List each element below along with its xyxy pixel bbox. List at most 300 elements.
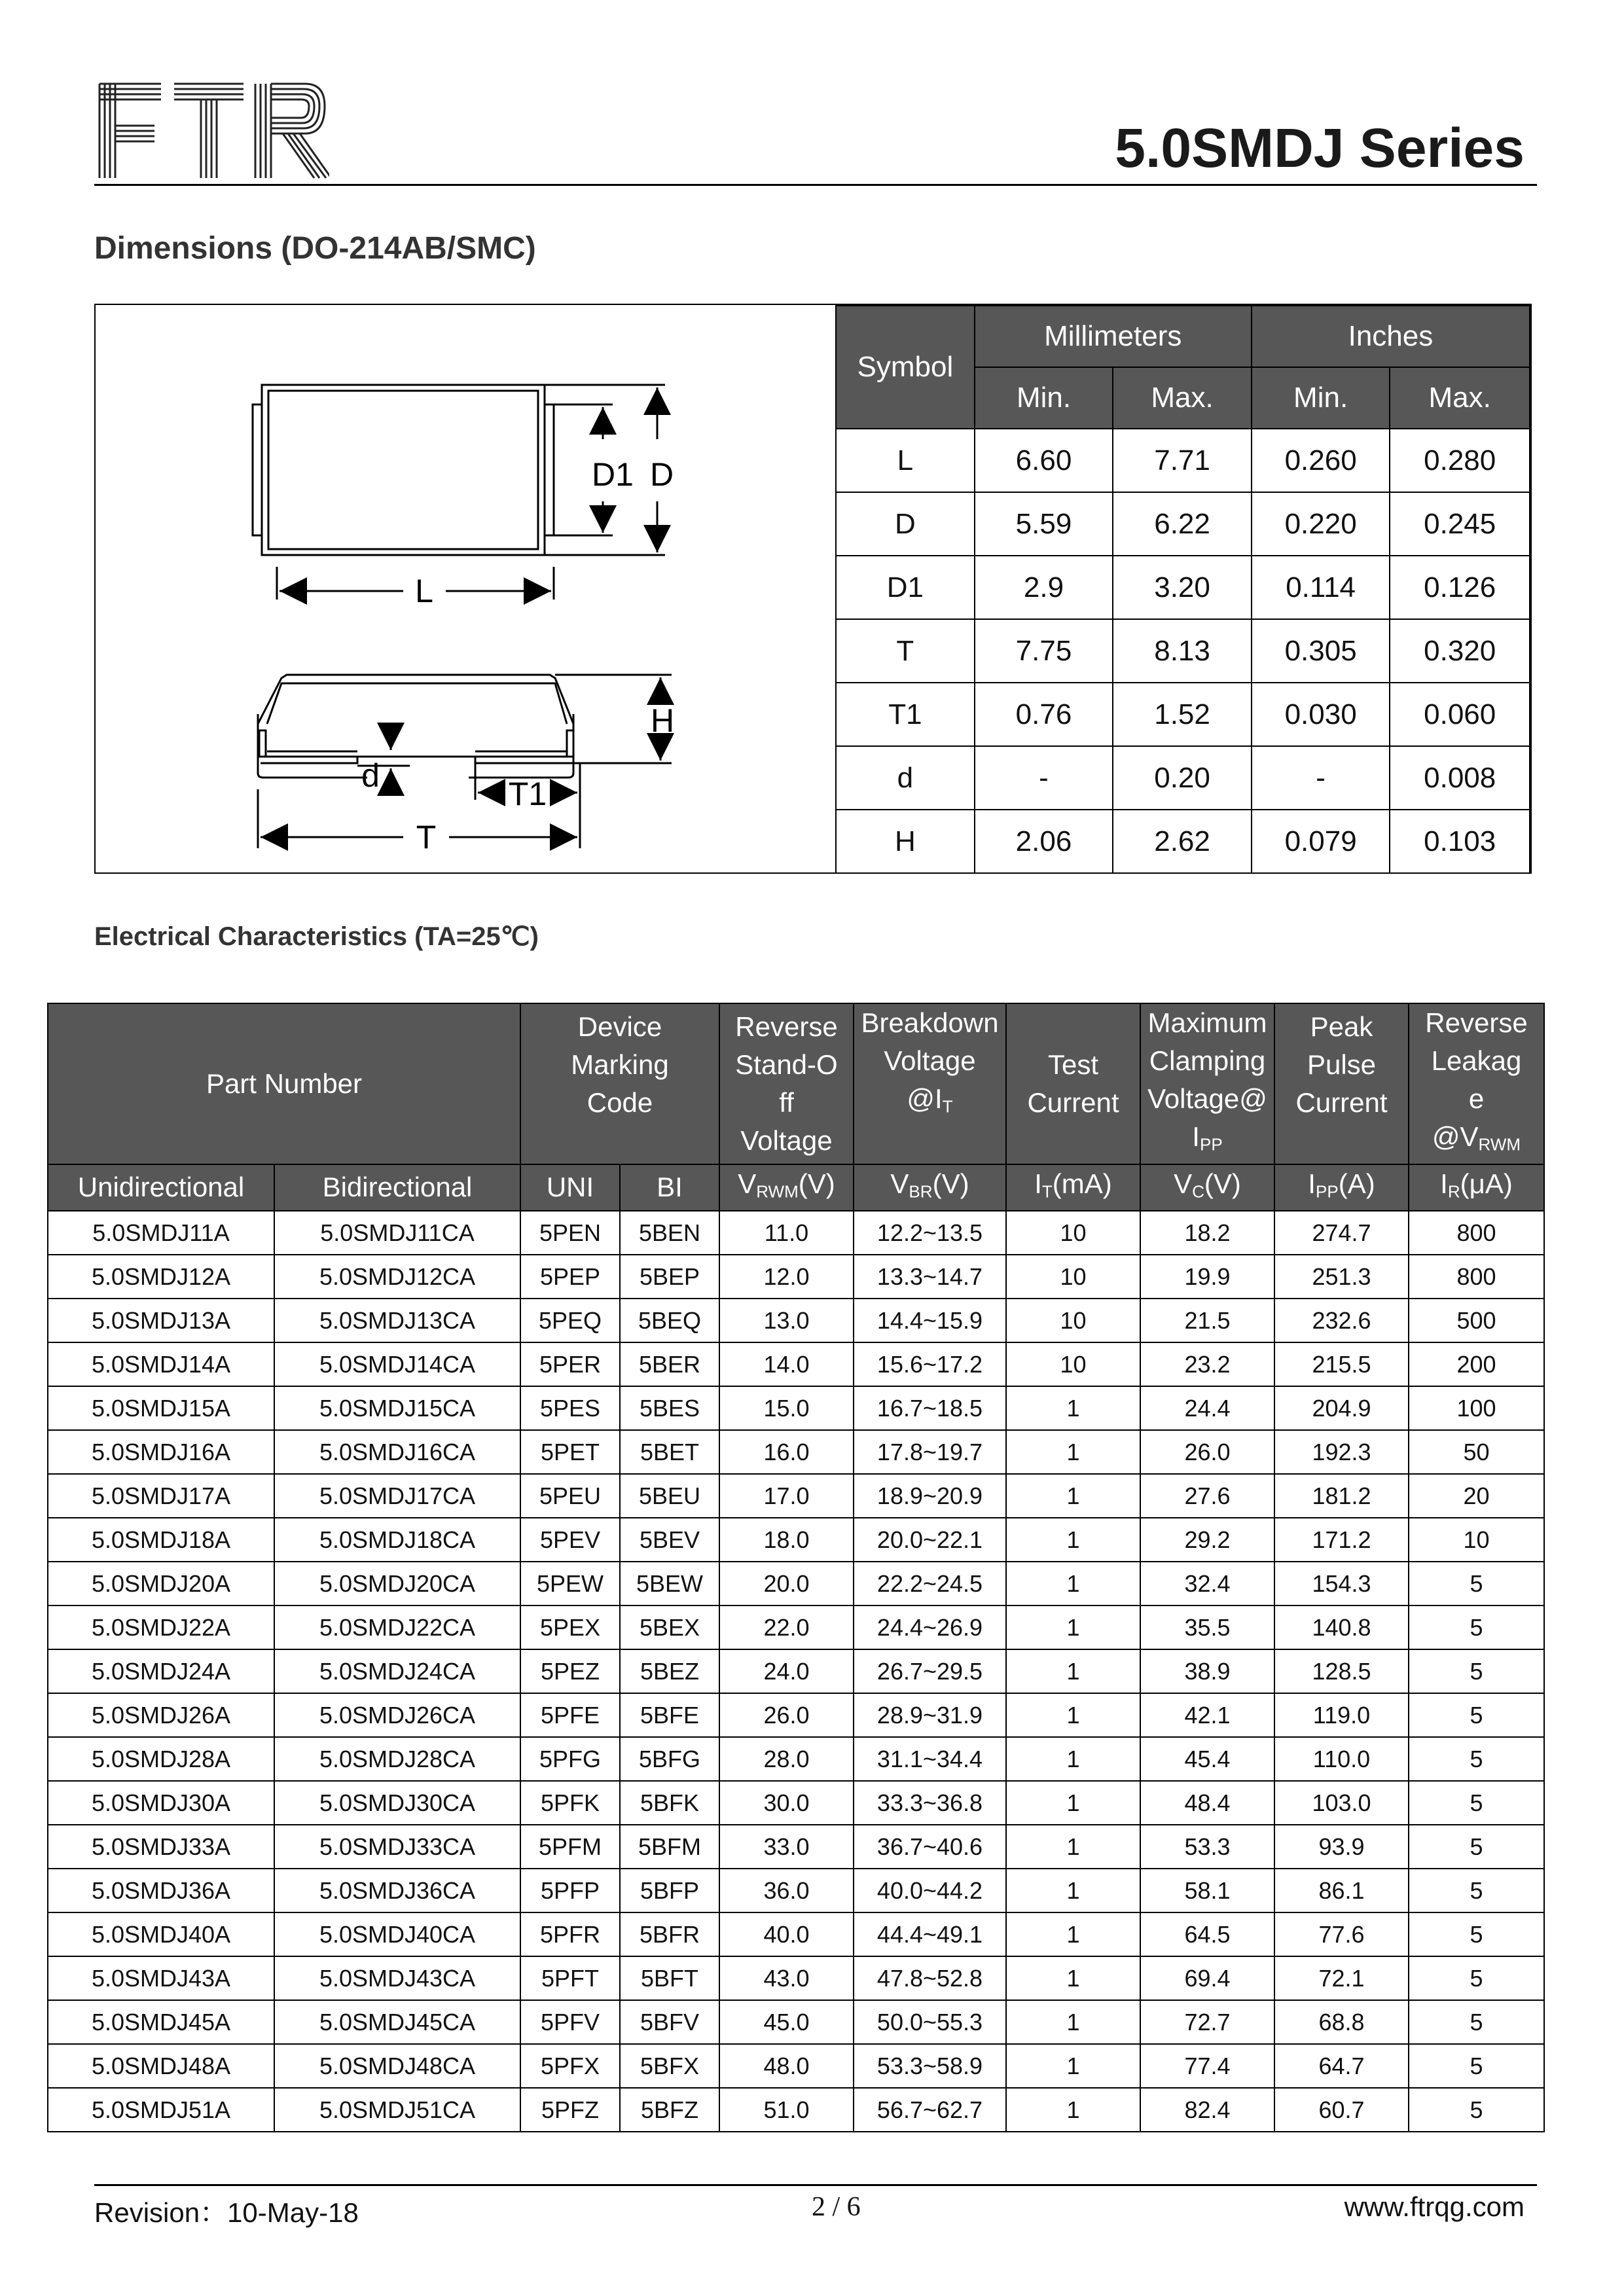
table-cell: 5BFX xyxy=(620,2044,719,2088)
table-cell: 31.1~34.4 xyxy=(854,1737,1006,1781)
table-cell: 5.0SMDJ22CA xyxy=(274,1605,520,1649)
table-cell: 51.0 xyxy=(719,2088,854,2132)
table-cell: 1 xyxy=(1006,1781,1140,1825)
table-cell: 5.0SMDJ18A xyxy=(48,1518,274,1562)
table-cell: 5.0SMDJ40CA xyxy=(274,1912,520,1956)
table-cell: 14.0 xyxy=(719,1342,854,1386)
table-cell: 5PEN xyxy=(520,1211,620,1255)
header-mm-min: Min. xyxy=(975,367,1113,429)
table-cell: 5 xyxy=(1409,1737,1544,1781)
table-cell: 12.0 xyxy=(719,1255,854,1299)
header-vrwm: $V_{RWM}(V)$ xyxy=(719,1164,854,1211)
table-row xyxy=(48,1255,1544,1299)
table-cell: 500 xyxy=(1409,1299,1544,1342)
table-cell: 5PEP xyxy=(520,1255,620,1299)
table-cell: 5PEW xyxy=(520,1562,620,1605)
table-cell: 5BFP xyxy=(620,1869,719,1912)
table-cell: 1 xyxy=(1006,2044,1140,2088)
logo-text: FTR xyxy=(97,80,98,81)
table-cell: 56.7~62.7 xyxy=(854,2088,1006,2132)
dimensions-panel xyxy=(94,304,1532,874)
table-cell: 5BFR xyxy=(620,1912,719,1956)
dimension-cell: 6.60 xyxy=(975,429,1113,492)
table-cell: 5 xyxy=(1409,2044,1544,2088)
table-cell: 1 xyxy=(1006,1737,1140,1781)
header-in-min: Min. xyxy=(1252,367,1390,429)
dimensions-table xyxy=(835,305,1530,874)
table-cell: 27.6 xyxy=(1140,1474,1274,1518)
table-row xyxy=(48,1649,1544,1693)
table-cell: 5BFV xyxy=(620,2000,719,2044)
table-cell: 5 xyxy=(1409,2088,1544,2132)
table-row xyxy=(48,1299,1544,1342)
table-cell: 5.0SMDJ13CA xyxy=(274,1299,520,1342)
breakdown-sub: T xyxy=(942,1096,953,1117)
table-cell: 16.7~18.5 xyxy=(854,1386,1006,1430)
table-cell: 5PFK xyxy=(520,1781,620,1825)
table-cell: 5BFT xyxy=(620,1956,719,2000)
device-marking-line-1: Device xyxy=(577,1011,662,1042)
table-cell: 40.0~44.2 xyxy=(854,1869,1006,1912)
table-cell: 5.0SMDJ17A xyxy=(48,1474,274,1518)
table-cell: 5.0SMDJ20A xyxy=(48,1562,274,1605)
table-cell: 30.0 xyxy=(719,1781,854,1825)
header-millimeters: Millimeters xyxy=(975,306,1252,367)
table-cell: 1 xyxy=(1006,2000,1140,2044)
clamping-line-2: Clamping xyxy=(1149,1045,1266,1076)
table-cell: 128.5 xyxy=(1274,1649,1409,1693)
table-row xyxy=(48,1605,1544,1649)
standoff-line-1: Reverse xyxy=(735,1011,838,1042)
table-cell: 1 xyxy=(1006,1518,1140,1562)
table-cell: 14.4~15.9 xyxy=(854,1299,1006,1342)
table-row xyxy=(48,1737,1544,1781)
table-cell: 154.3 xyxy=(1274,1562,1409,1605)
table-cell: 35.5 xyxy=(1140,1605,1274,1649)
dimension-cell: 0.060 xyxy=(1390,683,1530,746)
table-cell: 5.0SMDJ28A xyxy=(48,1737,274,1781)
header-in-max: Max. xyxy=(1390,367,1530,429)
table-cell: 5.0SMDJ14CA xyxy=(274,1342,520,1386)
table-cell: 110.0 xyxy=(1274,1737,1409,1781)
table-cell: 5.0SMDJ12A xyxy=(48,1255,274,1299)
table-cell: 5BEQ xyxy=(620,1299,719,1342)
website-link[interactable]: www.ftrqg.com xyxy=(1344,2191,1525,2222)
table-cell: 53.3 xyxy=(1140,1825,1274,1869)
table-row xyxy=(48,2088,1544,2132)
table-cell: 5.0SMDJ15CA xyxy=(274,1386,520,1430)
table-cell: 192.3 xyxy=(1274,1430,1409,1474)
table-row xyxy=(48,1518,1544,1562)
table-cell: 5BET xyxy=(620,1430,719,1474)
table-cell: 5PFX xyxy=(520,2044,620,2088)
dimension-cell: D1 xyxy=(836,556,975,619)
table-cell: 5.0SMDJ43A xyxy=(48,1956,274,2000)
device-marking-line-3: Code xyxy=(586,1086,653,1118)
label-l: L xyxy=(415,573,433,609)
dimension-cell: 5.59 xyxy=(975,492,1113,556)
table-cell: 5PFZ xyxy=(520,2088,620,2132)
standoff-line-3: ff xyxy=(779,1086,794,1118)
table-cell: 140.8 xyxy=(1274,1605,1409,1649)
header-breakdown-voltage xyxy=(854,1003,1006,1164)
table-cell: 22.0 xyxy=(719,1605,854,1649)
clamping-line-3: Voltage@ xyxy=(1147,1083,1267,1114)
dimension-cell: 0.079 xyxy=(1252,810,1390,873)
table-cell: 45.4 xyxy=(1140,1737,1274,1781)
table-cell: 17.8~19.7 xyxy=(854,1430,1006,1474)
dimension-cell: T1 xyxy=(836,683,975,746)
table-cell: 5.0SMDJ30A xyxy=(48,1781,274,1825)
table-cell: 200 xyxy=(1409,1342,1544,1386)
header-bi: BI xyxy=(620,1164,719,1211)
header-max-clamping xyxy=(1140,1003,1274,1164)
table-row xyxy=(48,1781,1544,1825)
table-cell: 86.1 xyxy=(1274,1869,1409,1912)
leakage-line-1: Reverse xyxy=(1425,1007,1528,1038)
series-title: 5.0SMDJ Series xyxy=(1115,117,1525,179)
dimension-cell: 0.114 xyxy=(1252,556,1390,619)
table-cell: 5PET xyxy=(520,1430,620,1474)
table-cell: 1 xyxy=(1006,2088,1140,2132)
dimension-cell: 7.71 xyxy=(1113,429,1252,492)
table-cell: 5.0SMDJ51A xyxy=(48,2088,274,2132)
table-cell: 5PEX xyxy=(520,1605,620,1649)
table-cell: 26.0 xyxy=(1140,1430,1274,1474)
dimension-cell: 6.22 xyxy=(1113,492,1252,556)
table-cell: 15.0 xyxy=(719,1386,854,1430)
table-cell: 20.0~22.1 xyxy=(854,1518,1006,1562)
table-row xyxy=(48,1474,1544,1518)
table-cell: 20 xyxy=(1409,1474,1544,1518)
dimension-cell: 2.06 xyxy=(975,810,1113,873)
table-cell: 1 xyxy=(1006,1956,1140,2000)
dimension-cell: 0.008 xyxy=(1390,746,1530,810)
table-cell: 72.7 xyxy=(1140,2000,1274,2044)
table-row xyxy=(48,2044,1544,2088)
dimension-row xyxy=(836,492,1530,556)
dimension-cell: H xyxy=(836,810,975,873)
header-inches: Inches xyxy=(1252,306,1530,367)
table-cell: 64.7 xyxy=(1274,2044,1409,2088)
leakage-sub: RWM xyxy=(1478,1134,1521,1155)
table-cell: 5 xyxy=(1409,1605,1544,1649)
dimension-row xyxy=(836,746,1530,810)
dimension-cell: 0.76 xyxy=(975,683,1113,746)
electrical-heading: Electrical Characteristics (TA=25℃) xyxy=(94,922,539,951)
table-cell: 5.0SMDJ45CA xyxy=(274,2000,520,2044)
table-cell: 10 xyxy=(1409,1518,1544,1562)
dimension-cell: 0.20 xyxy=(1113,746,1252,810)
table-cell: 50 xyxy=(1409,1430,1544,1474)
table-cell: 36.7~40.6 xyxy=(854,1825,1006,1869)
table-cell: 5.0SMDJ33CA xyxy=(274,1825,520,1869)
table-cell: 50.0~55.3 xyxy=(854,2000,1006,2044)
table-cell: 5PEQ xyxy=(520,1299,620,1342)
header-divider xyxy=(94,184,1537,186)
table-cell: 5 xyxy=(1409,2000,1544,2044)
table-cell: 1 xyxy=(1006,1825,1140,1869)
dimension-row xyxy=(836,810,1530,873)
table-cell: 5.0SMDJ36CA xyxy=(274,1869,520,1912)
table-cell: 32.4 xyxy=(1140,1562,1274,1605)
table-cell: 5BFG xyxy=(620,1737,719,1781)
table-cell: 17.0 xyxy=(719,1474,854,1518)
table-cell: 181.2 xyxy=(1274,1474,1409,1518)
table-cell: 5BEN xyxy=(620,1211,719,1255)
dimension-cell: d xyxy=(836,746,975,810)
table-cell: 82.4 xyxy=(1140,2088,1274,2132)
table-cell: 48.0 xyxy=(719,2044,854,2088)
dimensions-heading: Dimensions (DO-214AB/SMC) xyxy=(94,231,536,266)
table-cell: 5.0SMDJ11CA xyxy=(274,1211,520,1255)
breakdown-line-3: @I xyxy=(907,1083,943,1114)
table-cell: 5 xyxy=(1409,1825,1544,1869)
clamping-line-1: Maximum xyxy=(1147,1007,1267,1038)
dimension-row xyxy=(836,619,1530,683)
device-marking-line-2: Marking xyxy=(571,1049,669,1080)
table-cell: 5.0SMDJ22A xyxy=(48,1605,274,1649)
table-cell: 5.0SMDJ16CA xyxy=(274,1430,520,1474)
table-cell: 48.4 xyxy=(1140,1781,1274,1825)
dimensions-table-body xyxy=(836,429,1530,873)
table-cell: 5PFT xyxy=(520,1956,620,2000)
table-cell: 171.2 xyxy=(1274,1518,1409,1562)
table-cell: 5BEP xyxy=(620,1255,719,1299)
table-cell: 5PEU xyxy=(520,1474,620,1518)
table-row xyxy=(48,1912,1544,1956)
table-cell: 10 xyxy=(1006,1342,1140,1386)
table-cell: 47.8~52.8 xyxy=(854,1956,1006,2000)
table-cell: 5.0SMDJ16A xyxy=(48,1430,274,1474)
table-cell: 5BFZ xyxy=(620,2088,719,2132)
table-row xyxy=(48,1693,1544,1737)
electrical-characteristics-table xyxy=(47,1003,1545,2132)
header-peak-pulse xyxy=(1274,1003,1409,1164)
table-cell: 5PFR xyxy=(520,1912,620,1956)
dimension-cell: 0.030 xyxy=(1252,683,1390,746)
table-cell: 204.9 xyxy=(1274,1386,1409,1430)
dimension-cell: 0.103 xyxy=(1390,810,1530,873)
table-cell: 5.0SMDJ28CA xyxy=(274,1737,520,1781)
dimension-cell: 1.52 xyxy=(1113,683,1252,746)
label-h: H xyxy=(650,702,675,739)
table-cell: 5BER xyxy=(620,1342,719,1386)
table-cell: 15.6~17.2 xyxy=(854,1342,1006,1386)
table-cell: 5.0SMDJ45A xyxy=(48,2000,274,2044)
header-vc: $V_C(V)$ xyxy=(1140,1164,1274,1211)
table-cell: 5.0SMDJ24CA xyxy=(274,1649,520,1693)
table-cell: 11.0 xyxy=(719,1211,854,1255)
table-cell: 5.0SMDJ36A xyxy=(48,1869,274,1912)
table-cell: 29.2 xyxy=(1140,1518,1274,1562)
dimension-cell: 0.245 xyxy=(1390,492,1530,556)
table-cell: 60.7 xyxy=(1274,2088,1409,2132)
table-cell: 5.0SMDJ17CA xyxy=(274,1474,520,1518)
dimension-cell: 3.20 xyxy=(1113,556,1252,619)
header-device-marking xyxy=(520,1003,719,1164)
dimension-cell: 0.220 xyxy=(1252,492,1390,556)
table-cell: 18.2 xyxy=(1140,1211,1274,1255)
table-cell: 5BFM xyxy=(620,1825,719,1869)
table-cell: 1 xyxy=(1006,1562,1140,1605)
table-cell: 23.2 xyxy=(1140,1342,1274,1386)
table-cell: 5.0SMDJ51CA xyxy=(274,2088,520,2132)
table-cell: 43.0 xyxy=(719,1956,854,2000)
table-cell: 22.2~24.5 xyxy=(854,1562,1006,1605)
revision-date: Revision：10-May-18 xyxy=(94,2197,359,2228)
header-uni: UNI xyxy=(520,1164,620,1211)
header-bidirectional: Bidirectional xyxy=(274,1164,520,1211)
breakdown-line-1: Breakdown xyxy=(861,1007,999,1038)
dimension-cell: 0.305 xyxy=(1252,619,1390,683)
table-cell: 103.0 xyxy=(1274,1781,1409,1825)
table-cell: 800 xyxy=(1409,1255,1544,1299)
label-d-small: d xyxy=(361,757,380,794)
table-cell: 5BEZ xyxy=(620,1649,719,1693)
table-cell: 119.0 xyxy=(1274,1693,1409,1737)
table-cell: 251.3 xyxy=(1274,1255,1409,1299)
table-cell: 1 xyxy=(1006,1474,1140,1518)
table-cell: 5.0SMDJ30CA xyxy=(274,1781,520,1825)
table-cell: 24.4 xyxy=(1140,1386,1274,1430)
standoff-line-2: Stand-O xyxy=(735,1049,838,1080)
table-cell: 1 xyxy=(1006,1869,1140,1912)
dimension-cell: 2.62 xyxy=(1113,810,1252,873)
table-cell: 24.4~26.9 xyxy=(854,1605,1006,1649)
label-d: D xyxy=(649,456,674,493)
table-cell: 1 xyxy=(1006,1430,1140,1474)
table-cell: 5.0SMDJ48A xyxy=(48,2044,274,2088)
table-row xyxy=(48,1825,1544,1869)
table-cell: 5.0SMDJ40A xyxy=(48,1912,274,1956)
table-cell: 5 xyxy=(1409,1956,1544,2000)
table-cell: 33.0 xyxy=(719,1825,854,1869)
peak-line-1: Peak xyxy=(1310,1011,1373,1042)
table-cell: 10 xyxy=(1006,1255,1140,1299)
table-cell: 5PEV xyxy=(520,1518,620,1562)
table-cell: 5PEZ xyxy=(520,1649,620,1693)
label-t1: T1 xyxy=(508,776,547,812)
table-cell: 5.0SMDJ15A xyxy=(48,1386,274,1430)
table-cell: 58.1 xyxy=(1140,1869,1274,1912)
test-current-line-2: Current xyxy=(1027,1086,1119,1118)
table-cell: 33.3~36.8 xyxy=(854,1781,1006,1825)
leakage-line-3: e xyxy=(1468,1083,1485,1114)
table-row xyxy=(48,1869,1544,1912)
footer-divider xyxy=(94,2184,1537,2186)
table-cell: 232.6 xyxy=(1274,1299,1409,1342)
table-row xyxy=(48,2000,1544,2044)
table-cell: 38.9 xyxy=(1140,1649,1274,1693)
table-cell: 5BES xyxy=(620,1386,719,1430)
dimension-cell: 2.9 xyxy=(975,556,1113,619)
header-mm-max: Max. xyxy=(1113,367,1252,429)
dimension-cell: D xyxy=(836,492,975,556)
table-cell: 64.5 xyxy=(1140,1912,1274,1956)
dimension-cell: L xyxy=(836,429,975,492)
page-number: 2 / 6 xyxy=(812,2192,861,2222)
electrical-table-body xyxy=(48,1211,1544,2132)
table-cell: 69.4 xyxy=(1140,1956,1274,2000)
table-cell: 5 xyxy=(1409,1781,1544,1825)
table-cell: 24.0 xyxy=(719,1649,854,1693)
table-row xyxy=(48,1430,1544,1474)
header-symbol: Symbol xyxy=(836,306,975,429)
header-it: $I_T(mA)$ xyxy=(1006,1164,1140,1211)
table-cell: 72.1 xyxy=(1274,1956,1409,2000)
table-cell: 5PFM xyxy=(520,1825,620,1869)
table-cell: 12.2~13.5 xyxy=(854,1211,1006,1255)
table-cell: 5PFE xyxy=(520,1693,620,1737)
table-cell: 5PES xyxy=(520,1386,620,1430)
dimension-cell: - xyxy=(975,746,1113,810)
table-cell: 5BEW xyxy=(620,1562,719,1605)
dimension-cell: 0.320 xyxy=(1390,619,1530,683)
dimension-cell: 7.75 xyxy=(975,619,1113,683)
table-cell: 42.1 xyxy=(1140,1693,1274,1737)
table-cell: 5BEV xyxy=(620,1518,719,1562)
table-cell: 1 xyxy=(1006,1693,1140,1737)
table-cell: 5.0SMDJ24A xyxy=(48,1649,274,1693)
table-cell: 21.5 xyxy=(1140,1299,1274,1342)
table-cell: 5.0SMDJ26A xyxy=(48,1693,274,1737)
label-t: T xyxy=(416,819,437,855)
dimension-row xyxy=(836,683,1530,746)
table-cell: 5.0SMDJ14A xyxy=(48,1342,274,1386)
standoff-line-4: Voltage xyxy=(740,1124,833,1156)
dimension-cell: 0.126 xyxy=(1390,556,1530,619)
table-cell: 5.0SMDJ12CA xyxy=(274,1255,520,1299)
leakage-line-2: Leakag xyxy=(1431,1045,1522,1076)
table-cell: 40.0 xyxy=(719,1912,854,1956)
table-cell: 100 xyxy=(1409,1386,1544,1430)
table-cell: 10 xyxy=(1006,1211,1140,1255)
table-cell: 20.0 xyxy=(719,1562,854,1605)
table-cell: 45.0 xyxy=(719,2000,854,2044)
dimension-row xyxy=(836,429,1530,492)
header-vbr: $V_{BR}(V)$ xyxy=(854,1164,1006,1211)
dimension-cell: 8.13 xyxy=(1113,619,1252,683)
table-cell: 36.0 xyxy=(719,1869,854,1912)
table-cell: 53.3~58.9 xyxy=(854,2044,1006,2088)
table-cell: 5.0SMDJ11A xyxy=(48,1211,274,1255)
table-cell: 77.4 xyxy=(1140,2044,1274,2088)
table-cell: 5 xyxy=(1409,1869,1544,1912)
table-cell: 5.0SMDJ13A xyxy=(48,1299,274,1342)
table-cell: 5.0SMDJ43CA xyxy=(274,1956,520,2000)
table-row xyxy=(48,1386,1544,1430)
table-cell: 274.7 xyxy=(1274,1211,1409,1255)
table-cell: 215.5 xyxy=(1274,1342,1409,1386)
table-cell: 26.7~29.5 xyxy=(854,1649,1006,1693)
table-cell: 93.9 xyxy=(1274,1825,1409,1869)
dimension-cell: 0.260 xyxy=(1252,429,1390,492)
header-ipp: $I_{PP}(A)$ xyxy=(1274,1164,1409,1211)
table-cell: 16.0 xyxy=(719,1430,854,1474)
table-cell: 13.3~14.7 xyxy=(854,1255,1006,1299)
table-cell: 5BEU xyxy=(620,1474,719,1518)
clamping-line-4: I xyxy=(1192,1121,1200,1152)
table-cell: 28.0 xyxy=(719,1737,854,1781)
header-test-current xyxy=(1006,1003,1140,1164)
table-cell: 1 xyxy=(1006,1605,1140,1649)
header-reverse-leakage xyxy=(1409,1003,1544,1164)
label-d1: D1 xyxy=(592,456,634,493)
table-row xyxy=(48,1342,1544,1386)
table-cell: 1 xyxy=(1006,1912,1140,1956)
table-row xyxy=(48,1956,1544,2000)
